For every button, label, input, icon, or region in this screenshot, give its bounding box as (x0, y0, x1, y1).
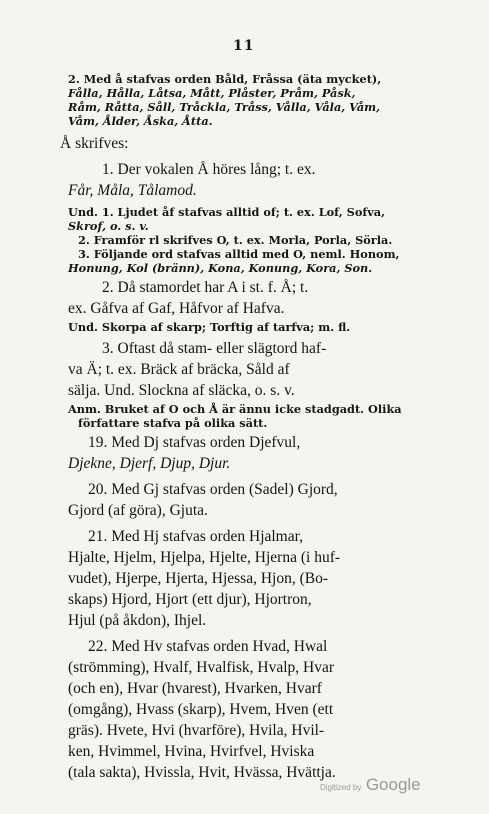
rule-line: Djekne, Djerf, Djup, Djur. (68, 455, 231, 472)
rule-line: ken, Hvimmel, Hvina, Hvirfvel, Hviska (68, 743, 315, 760)
rule-line: 1. Der vokalen Å höres lång; t. ex. (102, 161, 316, 178)
rule-line: Hjalte, Hjelm, Hjelpa, Hjelte, Hjerna (i huf- (68, 549, 341, 566)
rule-line: (strömming), Hvalf, Hvalfisk, Hvalp, Hvar (68, 659, 335, 676)
rule-line: 19. Med Dj stafvas orden Djefvul, (88, 434, 301, 451)
remark-line: Anm. Bruket af O och Å är ännu icke stadgadt. Olika (68, 402, 402, 416)
rule-line: 20. Med Gj stafvas orden (Sadel) Gjord, (88, 481, 338, 498)
google-watermark (320, 775, 421, 795)
rule-line: 2. Då stamordet har A i st. f. Å; t. (102, 279, 309, 296)
rule-line: Får, Måla, Tålamod. (68, 182, 197, 199)
note-line: 2. Framför rl skrifves O, t. ex. Morla, Porla, Sörla. (78, 233, 393, 247)
note-line: Skrof, o. s. v. (68, 219, 149, 233)
google-logo-text: Google (365, 775, 421, 794)
rule-line: 3. Oftast då stam- eller slägtord haf- (102, 340, 327, 357)
small-text-line: Råm, Råtta, Såll, Tråckla, Tråss, Vålla, Våla, Våm, (68, 100, 381, 114)
note-line: Und. 1. Ljudet åf stafvas alltid of; t. ex. Lof, Sofva, (68, 205, 386, 219)
small-text-line: Våm, Ålder, Åska, Åtta. (68, 114, 213, 128)
rule-line: sälja. Und. Slockna af släcka, o. s. v. (68, 382, 295, 399)
rule-line: (omgång), Hvass (skarp), Hvem, Hven (ett (68, 701, 334, 718)
rule-line: (tala sakta), Hvissla, Hvit, Hvässa, Hvättja. (68, 764, 336, 781)
small-text-line: 2. Med å stafvas orden Båld, Fråssa (äta mycket), (68, 72, 382, 86)
rule-line: ex. Gåfva af Gaf, Håfvor af Hafva. (68, 300, 285, 317)
note-line: Honung, Kol (bränn), Kona, Konung, Kora, Son. (68, 261, 373, 275)
rule-line: skaps) Hjord, Hjort (ett djur), Hjortron, (68, 591, 312, 608)
rule-line: vudet), Hjerpe, Hjerta, Hjessa, Hjon, (Bo- (68, 570, 328, 587)
rule-line: (och en), Hvar (hvarest), Hvarken, Hvarf (68, 680, 322, 697)
note-line: Und. Skorpa af skarp; Torftig af tarfva; m. fl. (68, 320, 351, 334)
remark-line: författare stafva på olika sätt. (78, 416, 268, 430)
small-text-line: Fålla, Hålla, Låtsa, Mått, Plåster, Pråm, Påsk, (68, 86, 356, 100)
digitized-by-text: Digitized by (320, 783, 362, 792)
section-heading: Å skrifves: (60, 135, 129, 152)
rule-line: va Ä; t. ex. Bräck af bräcka, Såld af (68, 361, 290, 378)
rule-line: Hjul (på åkdon), Ihjel. (68, 612, 207, 629)
rule-line: gräs). Hvete, Hvi (hvarföre), Hvila, Hvil- (68, 722, 325, 739)
page-number: 11 (233, 38, 255, 54)
rule-line: Gjord (af göra), Gjuta. (68, 502, 208, 519)
rule-line: 22. Med Hv stafvas orden Hvad, Hwal (88, 638, 328, 655)
note-line: 3. Följande ord stafvas alltid med O, neml. Honom, (78, 247, 400, 261)
rule-line: 21. Med Hj stafvas orden Hjalmar, (88, 528, 304, 545)
